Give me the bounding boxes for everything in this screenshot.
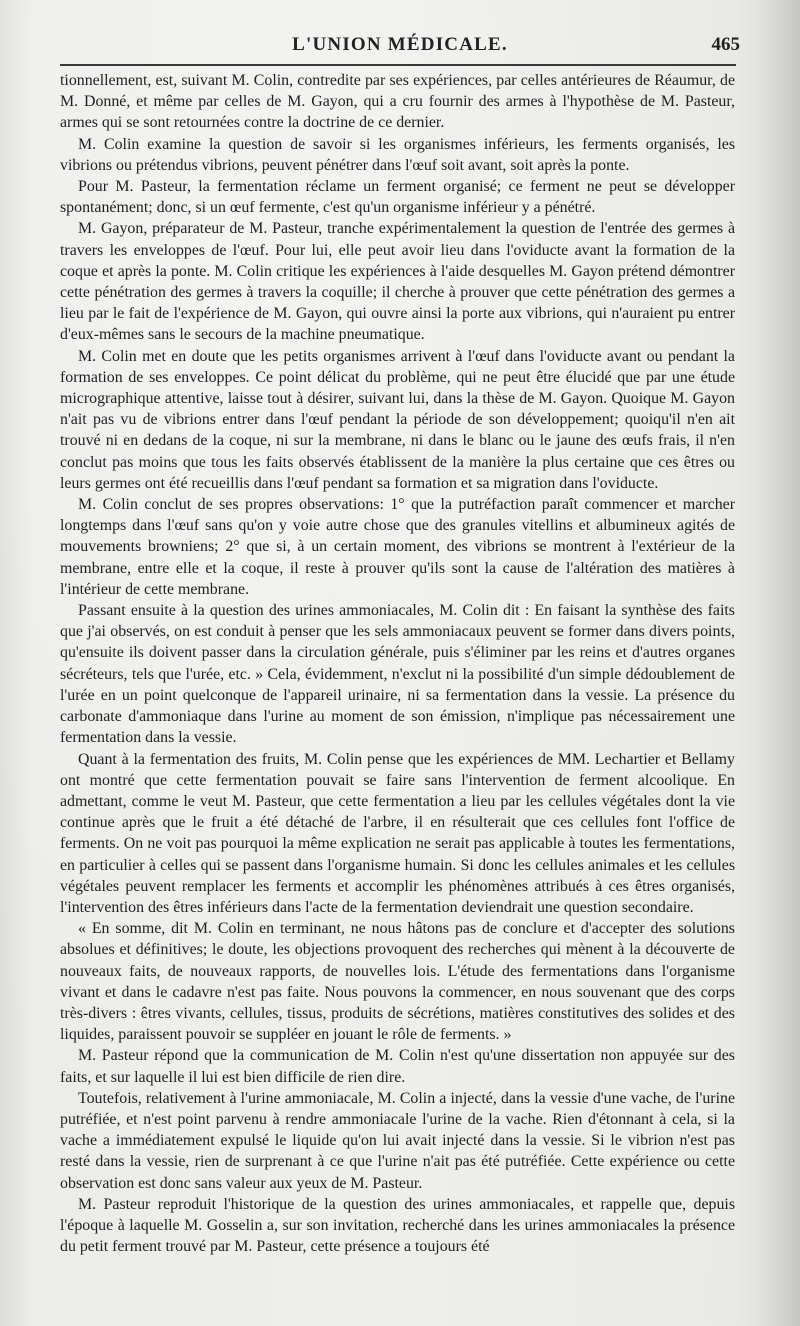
running-title: L'UNION MÉDICALE. <box>292 34 508 55</box>
paragraph: M. Pasteur reproduit l'historique de la question des urines ammoniacales, et rappelle que, depuis l'époque à laquelle M. Gosselin a, sur son invitation, recherché dans les urines ammoniacales la présence du petit ferment trouvé par M. Pasteur, cette présence a toujours été <box>60 1195 735 1256</box>
paragraph: Toutefois, relativement à l'urine ammoniacale, M. Colin a injecté, dans la vessie d'une vache, de l'urine putréfiée, et n'est point parvenu à rendre ammoniacale l'urine de la vache. Rien d'étonnant à cela, si la vache a immédiatement expulsé le liquide qu'on lui avait injecté dans la vessie. Si le vibrion n'est pas resté dans la vessie, rien de surprenant à ce que l'urine n'ait pas été putréfiée. Cette expérience ou cette observation est donc sans valeur aux yeux de M. Pasteur. <box>60 1089 735 1192</box>
paragraph: Pour M. Pasteur, la fermentation réclame un ferment organisé; ce ferment ne peut se développer spontanément; donc, si un œuf fermente, c'est qu'un organisme inférieur y a pénétré. <box>60 178 735 217</box>
page-edge-shadow <box>760 0 800 1326</box>
paragraph: Passant ensuite à la question des urines ammoniacales, M. Colin dit : En faisant la synthèse des faits que j'ai observés, on est conduit à penser que les sels ammoniacaux peuvent se former dans divers points, qu'ensuite ils doivent passer dans la circulation générale, puis s'éliminer par les reins et d'autres organes sécréteurs, tels que l'urée, etc. » Cela, évidemment, n'exclut ni la possibilité d'un simple dédoublement de l'urée en un point quelconque de l'appareil urinaire, ni sa fermentation dans la vessie. La présence du carbonate d'ammoniaque dans l'urine au moment de son émission, n'implique pas nécessairement une fermentation dans la vessie. <box>60 602 735 747</box>
body-text <box>60 70 735 1257</box>
paragraph: Quant à la fermentation des fruits, M. Colin pense que les expériences de MM. Lechartier et Bellamy ont montré que cette fermentation pouvait se faire sans l'intervention de ferment alcoolique. En admettant, comme le veut M. Pasteur, que cette fermentation a lieu par les cellules végétales dont la vie continue après que le fruit a été détaché de l'arbre, il en résulterait que ces cellules font l'office de ferments. On ne voit pas pourquoi la même explication ne serait pas applicable à toutes les fermentations, en particulier à celles qui se passent dans l'organisme humain. Si donc les cellules animales et les cellules végétales peuvent remplacer les ferments et accomplir les phénomènes attribués à ces êtres organisés, l'intervention des êtres inférieurs dans l'acte de la fermentation deviendrait une question secondaire. <box>60 750 735 916</box>
paragraph: M. Colin conclut de ses propres observations: 1° que la putréfaction paraît commencer et marcher longtemps dans l'œuf sans qu'on y voie autre chose que des granules vitellins et albumineux agités de mouvements browniens; 2° que si, à un certain moment, des vibrions se montrent à l'extérieur de la membrane, entre elle et la coque, il reste à prouver qu'ils sont la cause de l'altération des matières à l'intérieur de cette membrane. <box>60 496 735 598</box>
page-number: 465 <box>711 34 740 55</box>
paragraph: M. Pasteur répond que la communication de M. Colin n'est qu'une dissertation non appuyée sur des faits, et sur laquelle il lui est bien difficile de rien dire. <box>60 1047 735 1086</box>
paragraph: M. Colin examine la question de savoir si les organismes inférieurs, les ferments organisés, les vibrions ou prétendus vibrions, peuvent pénétrer dans l'œuf soit avant, soit après la ponte. <box>60 135 735 174</box>
paragraph: M. Gayon, préparateur de M. Pasteur, tranche expérimentalement la question de l'entrée des germes à travers les enveloppes de l'œuf. Pour lui, elle peut avoir lieu dans l'oviducte avant la formation de la coque et après la ponte. M. Colin critique les expériences à l'aide desquelles M. Gayon prétend démontrer cette pénétration des germes à travers la coquille; il cherche à prouver que cette pénétration des germes a lieu par le fait de l'expérience de M. Gayon, qui ouvre ainsi la porte aux vibrions, qui n'auraient pu entrer d'eux-mêmes sans le secours de la machine pneumatique. <box>60 220 735 344</box>
header-rule <box>60 64 736 66</box>
paragraph: « En somme, dit M. Colin en terminant, ne nous hâtons pas de conclure et d'accepter des solutions absolues et définitives; le doute, les objections provoquent des recherches qui mènent à la découverte de nouveaux faits, de nouveaux rapports, de nouvelles lois. L'étude des fermentations dans l'organisme vivant et dans le cadavre n'est pas faite. Nous pouvons la commencer, en nous souvenant que des corps très-divers : êtres vivants, cellules, tissus, produits de sécrétions, matières constitutives des solides et des liquides, paraissent pouvoir se suppléer en jouant le rôle de ferments. » <box>60 920 735 1044</box>
page-header <box>60 34 740 64</box>
paragraph: M. Colin met en doute que les petits organismes arrivent à l'œuf dans l'oviducte avant ou pendant la formation de ses enveloppes. Ce point délicat du problème, qui ne peut être élucidé que par une étude micrographique attentive, laisse tout à désirer, suivant lui, dans la thèse de M. Gayon. Quoique M. Gayon n'ait pas vu de vibrions entrer dans l'œuf pendant la période de son développement; quoiqu'il n'en ait trouvé ni en dedans de la coque, ni sur la membrane, ni dans le blanc ou le jaune des œufs frais, il n'en conclut pas moins que tous les faits observés établissent de la manière la plus certaine que ces êtres ou leurs germes ont été recueillis dans l'œuf pendant sa formation et sa migration dans l'oviducte. <box>60 347 735 492</box>
paragraph: tionnellement, est, suivant M. Colin, contredite par ses expériences, par celles antérieures de Réaumur, de M. Donné, et même par celles de M. Gayon, qui a cru fournir des armes à l'hypothèse de M. Pasteur, armes qui se sont retournées contre la doctrine de ce dernier. <box>60 72 735 132</box>
